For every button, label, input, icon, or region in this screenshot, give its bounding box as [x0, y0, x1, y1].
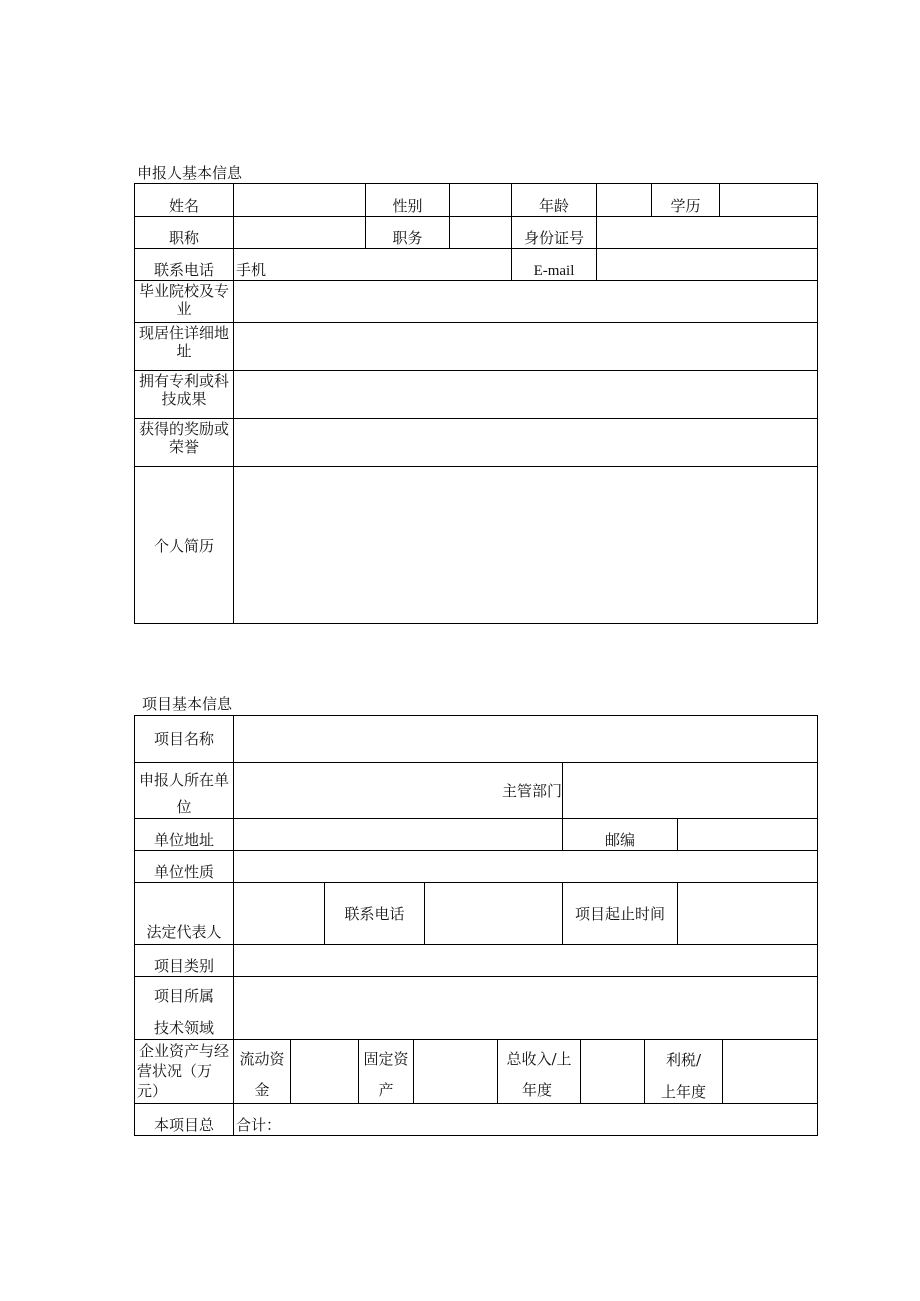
- revenue-label-line2: 年度: [522, 1081, 553, 1099]
- legal-rep-field[interactable]: [234, 883, 324, 944]
- project-period-label: 项目起止时间: [574, 905, 665, 923]
- id-number-label: 身份证号: [523, 229, 584, 247]
- education-field[interactable]: [720, 184, 817, 216]
- fixed-assets-label-line1: 固定资: [363, 1050, 409, 1068]
- school-label-line2: 业: [176, 300, 192, 318]
- fixed-assets-label-line2: 产: [378, 1081, 394, 1099]
- unit-nature-label: 单位性质: [153, 863, 214, 881]
- phone-label: 联系电话: [153, 261, 214, 279]
- school-label-line1: 毕业院校及专: [138, 282, 229, 300]
- project-period-field[interactable]: [678, 883, 817, 944]
- revenue-label-line1: 总收入/上: [506, 1050, 572, 1068]
- position-label: 职务: [392, 229, 423, 247]
- section-title-applicant: 申报人基本信息: [137, 164, 243, 182]
- section-title-project: 项目基本信息: [142, 695, 233, 713]
- revenue-field[interactable]: [581, 1040, 644, 1103]
- tech-field-label-line2: 技术领域: [153, 1019, 214, 1037]
- sum-field[interactable]: [280, 1104, 817, 1135]
- profit-tax-label-line2: 上年度: [660, 1083, 706, 1101]
- current-assets-label-line2: 金: [254, 1081, 270, 1099]
- assets-label-line2: 营状况（万: [137, 1062, 213, 1080]
- project-category-field[interactable]: [234, 945, 817, 976]
- legal-rep-label: 法定代表人: [146, 923, 222, 941]
- mobile-label: 手机: [236, 261, 267, 279]
- contact-phone-label: 联系电话: [344, 905, 405, 923]
- profit-tax-label-line1: 利税/: [665, 1051, 702, 1069]
- gender-field[interactable]: [450, 184, 511, 216]
- postcode-field[interactable]: [678, 819, 817, 850]
- mobile-field[interactable]: [270, 249, 511, 280]
- tech-field-field[interactable]: [234, 977, 817, 1039]
- unit-address-label: 单位地址: [153, 831, 214, 849]
- unit-nature-field[interactable]: [234, 851, 817, 882]
- title-label: 职称: [168, 229, 199, 247]
- assets-label-line1: 企业资产与经: [138, 1042, 229, 1060]
- dept-field[interactable]: [563, 763, 817, 818]
- postcode-label: 邮编: [604, 831, 635, 849]
- project-category-label: 项目类别: [153, 957, 214, 975]
- current-assets-label-line1: 流动资: [239, 1050, 285, 1068]
- unit-label-line2: 位: [176, 798, 192, 816]
- email-field[interactable]: [597, 249, 817, 280]
- award-label-line1: 获得的奖励或: [138, 420, 229, 438]
- address-label-line1: 现居住详细地: [138, 324, 229, 342]
- current-assets-field[interactable]: [291, 1040, 358, 1103]
- email-label: E-mail: [533, 263, 575, 279]
- address-field[interactable]: [234, 323, 817, 370]
- resume-field[interactable]: [234, 467, 817, 623]
- school-field[interactable]: [234, 281, 817, 322]
- unit-label-line1: 申报人所在单: [138, 771, 229, 789]
- project-name-field[interactable]: [234, 716, 817, 762]
- name-field[interactable]: [234, 184, 365, 216]
- assets-label-line3: 元）: [137, 1082, 168, 1100]
- title-field[interactable]: [234, 217, 365, 248]
- award-field[interactable]: [234, 419, 817, 466]
- project-name-label: 项目名称: [153, 730, 214, 748]
- unit-address-field[interactable]: [234, 819, 562, 850]
- age-field[interactable]: [597, 184, 651, 216]
- address-label-line2: 址: [176, 342, 192, 360]
- id-number-field[interactable]: [597, 217, 817, 248]
- tech-field-label-line1: 项目所属: [153, 987, 214, 1005]
- unit-field[interactable]: [234, 763, 494, 818]
- name-label: 姓名: [168, 197, 199, 215]
- profit-tax-field[interactable]: [723, 1040, 817, 1103]
- contact-phone-field[interactable]: [425, 883, 562, 944]
- project-total-label: 本项目总: [153, 1116, 214, 1134]
- age-label: 年龄: [538, 197, 569, 215]
- fixed-assets-field[interactable]: [414, 1040, 497, 1103]
- position-field[interactable]: [450, 217, 511, 248]
- sum-label: 合计：: [236, 1116, 282, 1134]
- dept-label: 主管部门: [501, 782, 562, 800]
- patent-field[interactable]: [234, 371, 817, 418]
- resume-label: 个人简历: [153, 537, 214, 555]
- patent-label-line2: 技成果: [161, 390, 207, 408]
- patent-label-line1: 拥有专利或科: [138, 372, 229, 390]
- education-label: 学历: [670, 197, 701, 215]
- award-label-line2: 荣誉: [168, 438, 199, 456]
- gender-label: 性别: [392, 197, 423, 215]
